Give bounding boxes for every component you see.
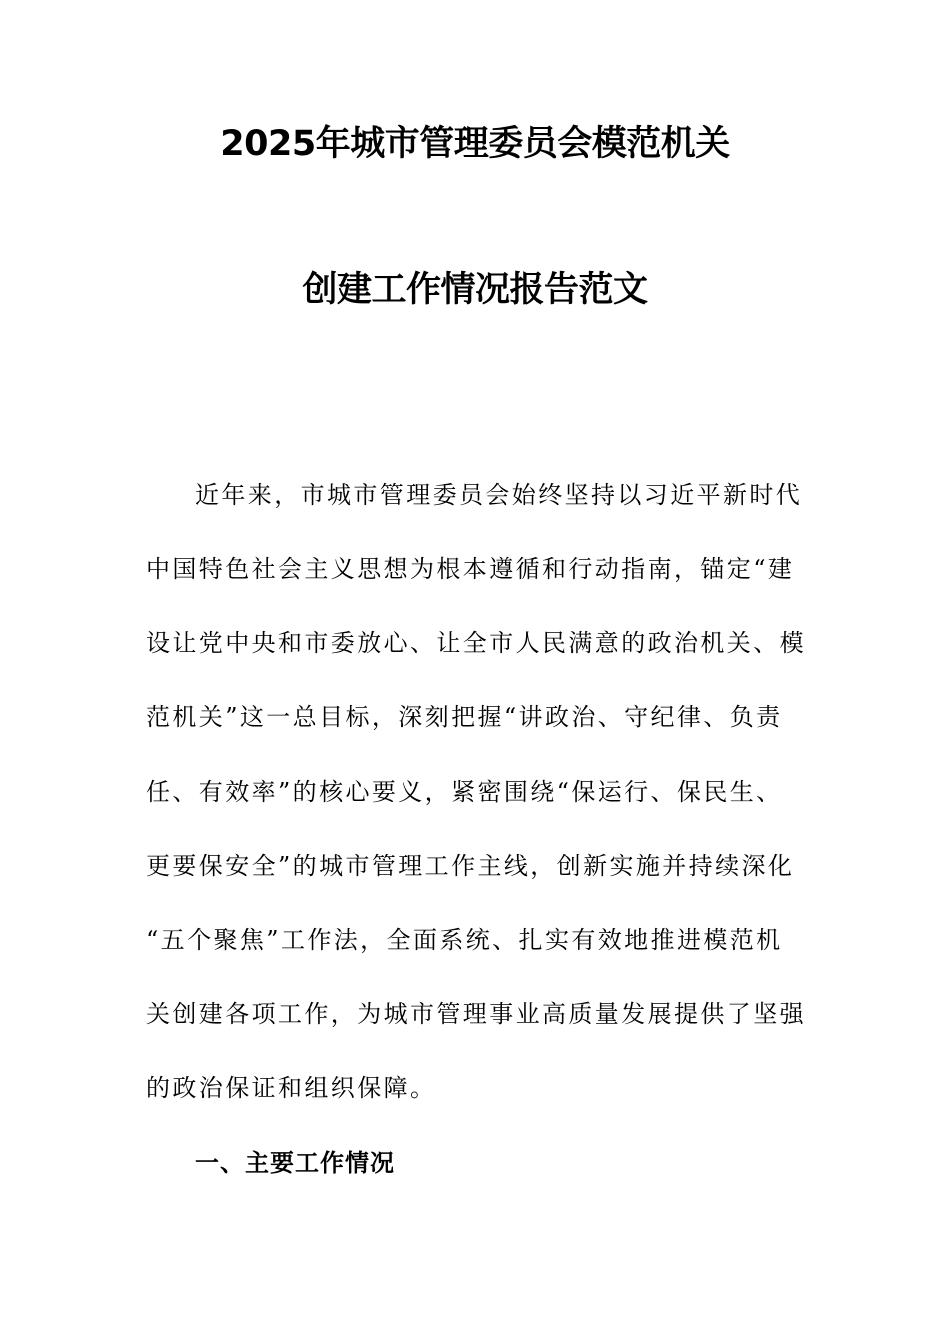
paragraph-line: 中国特色社会主义思想为根本遵循和行动指南，锚定“建 [146,555,795,583]
paragraph-line: 任、有效率”的核心要义，紧密围绕“保运行、保民生、 [146,778,783,806]
document-title-line-2: 创建工作情况报告范文 [302,270,648,310]
paragraph-line: 关创建各项工作，为城市管理事业高质量发展提供了坚强 [146,1000,806,1028]
paragraph-line: 近年来，市城市管理委员会始终坚持以习近平新时代 [195,481,803,509]
paragraph-line: 设让党中央和市委放心、让全市人民满意的政治机关、模 [146,629,806,657]
document-title-line-1: 2025年城市管理委员会模范机关 [220,124,730,164]
paragraph-line: 范机关”这一总目标，深刻把握“讲政治、守纪律、负责 [146,703,783,731]
paragraph-line: 的政治保证和组织保障。 [146,1074,437,1102]
section-heading: 一、主要工作情况 [195,1149,395,1177]
paragraph-line: 更要保安全”的城市管理工作主线，创新实施并持续深化 [146,852,795,880]
paragraph-line: “五个聚焦”工作法，全面系统、扎实有效地推进模范机 [146,926,783,954]
